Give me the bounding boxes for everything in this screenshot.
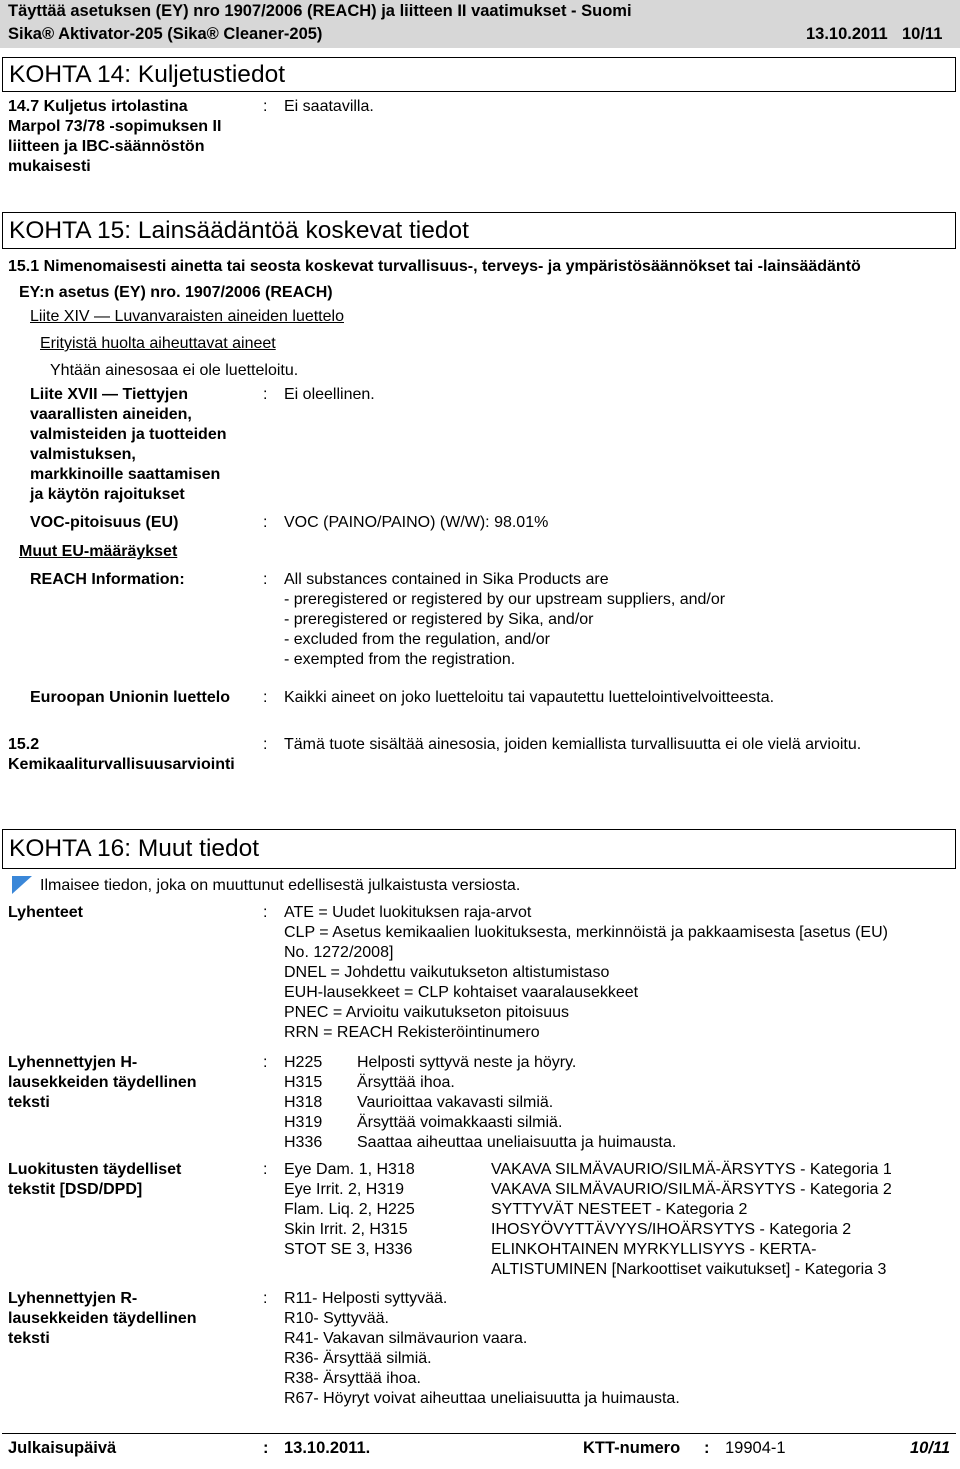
footer-page: 10/11 <box>910 1439 951 1457</box>
change-note: Ilmaisee tiedon, joka on muuttunut edellisestä julkaistusta versiosta. <box>40 877 521 894</box>
header-page: 10/11 <box>902 25 943 43</box>
voc-value: VOC (PAINO/PAINO) (W/W): 98.01% <box>284 514 549 531</box>
r-phrases-list: R11- Helposti syttyvää. R10- Syttyvää. R41- Vakavan silmävaurion vaara. R36- Ärsyttää silmiä. R38- Ärsyttää ihoa. R67- Höyryt voivat aiheuttaa uneliaisuutta ja huimausta. <box>284 1290 680 1407</box>
eu-list-label: Euroopan Unionin luettelo <box>30 689 230 706</box>
reach-regulation: EY:n asetus (EY) nro. 1907/2006 (REACH) <box>19 284 333 301</box>
footer-date-label: Julkaisupäivä <box>8 1439 117 1457</box>
classification-texts: VAKAVA SILMÄVAURIO/SILMÄ-ÄRSYTYS - Kategoria 1 VAKAVA SILMÄVAURIO/SILMÄ-ÄRSYTYS - Kategoria 2 SYTTYVÄT NESTEET - Kategoria 2 IHOSYÖVYTTÄVYYS/IHOÄRSYTYS - Kategoria 2 ELINKOHTAINEN MYRKYLLISYYS - KERTA- ALTISTUMINEN [Narkoottiset vaikutukset] - Kategoria 3 <box>491 1161 892 1278</box>
annex-xvii-label: Liite XVII — Tiettyjen vaarallisten aineiden, valmisteiden ja tuotteiden valmistuksen, markkinoille saattamisen ja käytön rajoitukset <box>30 386 227 503</box>
csa-value: Tämä tuote sisältää ainesosia, joiden kemiallista turvallisuutta ei ole vielä arvioitu. <box>284 736 862 753</box>
section-14-7-value: Ei saatavilla. <box>284 98 374 115</box>
r-phrases-colon: : <box>263 1290 268 1307</box>
annex-xvii-value: Ei oleellinen. <box>284 386 375 403</box>
footer-date-value: 13.10.2011. <box>284 1439 371 1457</box>
eu-list-colon: : <box>263 689 268 706</box>
abbreviations-list: ATE = Uudet luokituksen raja-arvot CLP = Asetus kemikaalien luokituksesta, merkinnöistä ja pakkaamisesta [asetus (EU) No. 1272/2008] DNEL = Johdettu vaikutukseton altistumistaso EUH-lausekkeet = CLP kohtaiset vaaralausekkeet PNEC = Arvioitu vaikutukseton pitoisuus RRN = REACH Rekisteröintinumero <box>284 904 888 1041</box>
section-15-title: KOHTA 15: Lainsäädäntöä koskevat tiedot <box>2 212 956 249</box>
h-texts: Helposti syttyvä neste ja höyry. Ärsyttää ihoa. Vaurioittaa vakavasti silmiä. Ärsyttää voimakkaasti silmiä. Saattaa aiheuttaa uneliaisuutta ja huimausta. <box>357 1054 677 1151</box>
classification-codes: Eye Dam. 1, H318 Eye Irrit. 2, H319 Flam. Liq. 2, H225 Skin Irrit. 2, H315 STOT SE 3, H336 <box>284 1161 415 1258</box>
svhc-text: Yhtään ainesosaa ei ole luetteloitu. <box>50 362 299 379</box>
reach-info-colon: : <box>263 571 268 588</box>
h-statements-colon: : <box>263 1054 268 1071</box>
h-codes: H225 H315 H318 H319 H336 <box>284 1054 323 1151</box>
classification-colon: : <box>263 1161 268 1178</box>
annex-xvii-colon: : <box>263 386 268 403</box>
reach-info-label: REACH Information: <box>30 571 185 588</box>
eu-list-value: Kaikki aineet on joko luetteloitu tai vapautettu luettelointivelvoitteesta. <box>284 689 775 706</box>
annex-xiv-heading: Liite XIV — Luvanvaraisten aineiden luettelo <box>30 308 344 325</box>
regulation-title: Täyttää asetuksen (EY) nro 1907/2006 (REACH) ja liitteen II vaatimukset - Suomi <box>8 2 632 20</box>
section-16-title: KOHTA 16: Muut tiedot <box>2 829 956 869</box>
footer-date-colon: : <box>263 1439 269 1457</box>
voc-colon: : <box>263 514 268 531</box>
h-statements-label: Lyhennettyjen H- lausekkeiden täydellinen teksti <box>8 1054 197 1111</box>
abbreviations-label: Lyhenteet <box>8 904 83 921</box>
other-eu-heading: Muut EU-määräykset <box>19 543 178 560</box>
section-14-7-colon: : <box>263 98 268 115</box>
header-date: 13.10.2011 <box>806 25 888 43</box>
reach-info-text: All substances contained in Sika Products are - preregistered or registered by our upstream suppliers, and/or - preregistered or registered by Sika, and/or - excluded from the regulation, and/or - exempted from the registration. <box>284 571 726 668</box>
footer-ktt-label: KTT-numero <box>583 1439 681 1457</box>
abbreviations-colon: : <box>263 904 268 921</box>
r-phrases-label: Lyhennettyjen R- lausekkeiden täydellinen teksti <box>8 1290 197 1347</box>
csa-colon: : <box>263 736 268 753</box>
section-15-1-heading: 15.1 Nimenomaisesti ainetta tai seosta koskevat turvallisuus-, terveys- ja ympäristösäännökset tai -lainsäädäntö <box>8 258 861 275</box>
footer-ktt-value: 19904-1 <box>725 1439 786 1457</box>
section-14-7-label: 14.7 Kuljetus irtolastina Marpol 73/78 -sopimuksen II liitteen ja IBC-säännöstön mukaisesti <box>8 98 222 175</box>
voc-label: VOC-pitoisuus (EU) <box>30 514 179 531</box>
footer-rule <box>2 1433 956 1434</box>
change-marker-icon <box>12 876 32 899</box>
section-14-title: KOHTA 14: Kuljetustiedot <box>2 57 956 92</box>
classification-label: Luokitusten täydelliset tekstit [DSD/DPD] <box>8 1161 182 1198</box>
footer-ktt-colon: : <box>704 1439 710 1457</box>
csa-label: 15.2 Kemikaaliturvallisuusarviointi <box>8 736 235 773</box>
product-name: Sika® Aktivator-205 (Sika® Cleaner-205) <box>8 25 323 43</box>
svhc-heading: Erityistä huolta aiheuttavat aineet <box>40 335 276 352</box>
